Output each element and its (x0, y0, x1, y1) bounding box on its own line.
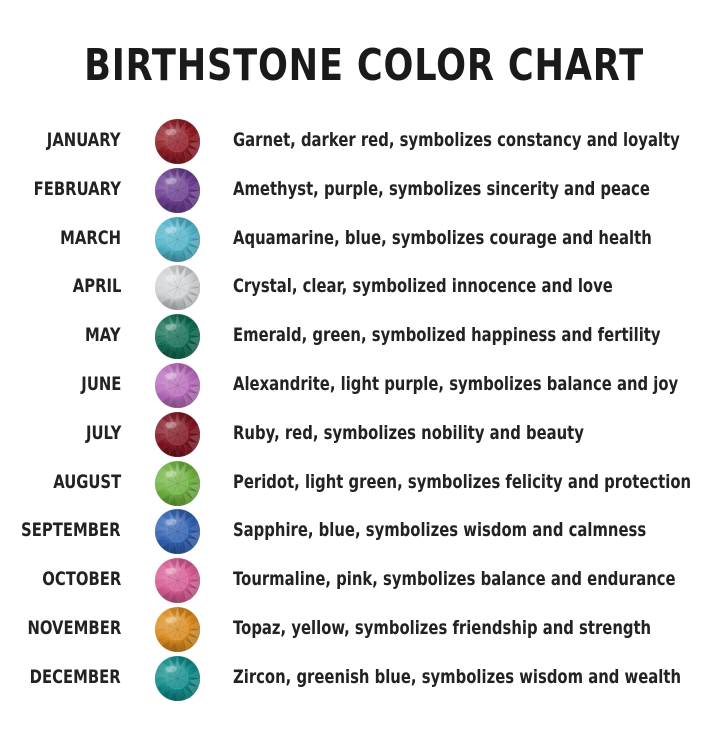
gem-description: Aquamarine, blue, symbolizes courage and health (233, 226, 652, 249)
month-label: FEBRUARY (33, 177, 121, 200)
list-item (0, 312, 728, 361)
list-item (0, 361, 728, 410)
garnet-gem-icon (154, 118, 201, 165)
list-item (0, 215, 728, 264)
month-label: AUGUST (52, 470, 121, 493)
month-label: MAY (85, 324, 121, 347)
ruby-gem-icon (154, 411, 201, 458)
zircon-gem-icon (154, 655, 201, 702)
birthstone-list (0, 117, 728, 703)
topaz-gem-icon (154, 606, 201, 653)
list-item (0, 117, 728, 166)
month-label: JANUARY (47, 129, 121, 151)
gem-description: Sapphire, blue, symbolizes wisdom and calmness (233, 519, 647, 542)
sapphire-gem-icon (154, 508, 201, 555)
list-item (0, 166, 728, 215)
tourmaline-gem-icon (154, 557, 201, 604)
gem-description: Garnet, darker red, symbolizes constancy and loyalty (233, 129, 680, 151)
month-label: NOVEMBER (27, 616, 121, 639)
month-label: JULY (85, 421, 121, 444)
list-item (0, 605, 728, 654)
gem-description: Emerald, green, symbolized happiness and fertility (233, 324, 661, 347)
list-item (0, 410, 728, 459)
page-title: BIRTHSTONE COLOR CHART (84, 40, 644, 91)
month-label: JUNE (80, 372, 121, 395)
gem-description: Amethyst, purple, symbolizes sincerity and peace (233, 177, 650, 200)
month-label: MARCH (60, 226, 121, 249)
amethyst-gem-icon (154, 167, 201, 214)
gem-description: Alexandrite, light purple, symbolizes balance and joy (233, 372, 679, 395)
crystal-gem-icon (154, 264, 201, 311)
aquamarine-gem-icon (154, 216, 201, 263)
gem-description: Tourmaline, pink, symbolizes balance and endurance (233, 568, 676, 591)
gem-description: Crystal, clear, symbolized innocence and love (233, 275, 613, 298)
month-label: APRIL (72, 275, 121, 298)
gem-description: Zircon, greenish blue, symbolizes wisdom and wealth (233, 665, 682, 688)
gem-description: Topaz, yellow, symbolizes friendship and strength (233, 616, 652, 639)
list-item (0, 507, 728, 556)
gem-description: Peridot, light green, symbolizes felicity and protection (233, 470, 692, 493)
list-item (0, 459, 728, 508)
list-item (0, 263, 728, 312)
month-label: SEPTEMBER (21, 519, 121, 542)
list-item (0, 654, 728, 703)
alexandrite-gem-icon (154, 362, 201, 409)
peridot-gem-icon (154, 460, 201, 507)
list-item (0, 556, 728, 605)
month-label: DECEMBER (29, 665, 121, 688)
gem-description: Ruby, red, symbolizes nobility and beauty (233, 421, 584, 444)
emerald-gem-icon (154, 313, 201, 360)
month-label: OCTOBER (41, 568, 121, 591)
